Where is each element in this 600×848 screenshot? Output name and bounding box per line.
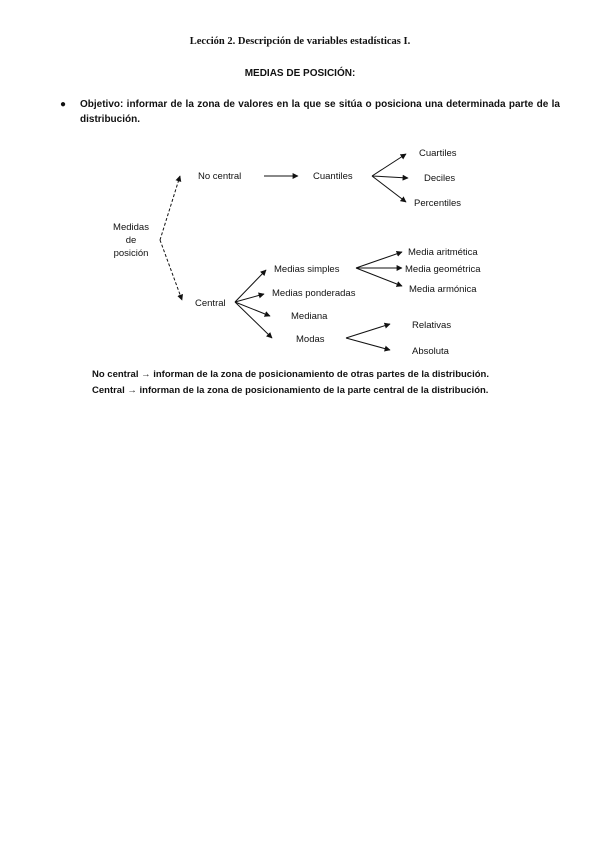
node-media-aritmetica: Media aritmética [408, 247, 478, 258]
arrow-to-mediana [235, 302, 270, 316]
node-no-central: No central [198, 171, 242, 182]
node-relativas: Relativas [412, 320, 452, 331]
node-cuantiles: Cuantiles [313, 171, 353, 182]
node-media-armonica: Media armónica [409, 284, 477, 295]
arrow-root-to-central [160, 240, 182, 300]
arrow-to-relativas [346, 324, 390, 338]
root-label-line3: posición [113, 248, 149, 259]
bullet-icon: ● [60, 99, 67, 110]
node-mediana: Mediana [291, 311, 328, 322]
section-heading: MEDIAS DE POSICIÓN: [244, 68, 356, 79]
arrow-root-to-no-central [160, 176, 180, 240]
arrow-to-percentiles [372, 176, 406, 202]
node-media-geometrica: Media geométrica [405, 264, 481, 275]
objective-text: Objetivo: informar de la zona de valores en la que se sitúa o posiciona una determinada parte de la distribución. [80, 99, 560, 125]
arrow-to-cuartiles [372, 154, 406, 176]
arrow-to-medias-simples [235, 270, 266, 302]
node-deciles: Deciles [424, 173, 456, 184]
node-central: Central [195, 298, 226, 309]
arrow-to-media-aritmetica [356, 252, 402, 268]
node-medias-simples: Medias simples [274, 264, 340, 275]
root-label-line1: Medidas [113, 222, 149, 233]
node-cuartiles: Cuartiles [419, 148, 457, 159]
page-title: Lección 2. Descripción de variables estadísticas I. [189, 36, 411, 47]
node-medias-ponderadas: Medias ponderadas [272, 288, 356, 299]
root-label-line2: de [125, 235, 137, 246]
node-modas: Modas [296, 334, 325, 345]
arrow-to-absoluta [346, 338, 390, 350]
note-central: Central → informan de la zona de posicionamiento de la parte central de la distribución. [92, 385, 489, 396]
arrow-to-deciles [372, 176, 408, 178]
node-percentiles: Percentiles [414, 198, 461, 209]
note-no-central: No central → informan de la zona de posicionamiento de otras partes de la distribución. [92, 369, 489, 380]
arrow-to-media-armonica [356, 268, 402, 286]
arrow-to-modas [235, 302, 272, 338]
node-absoluta: Absoluta [412, 346, 449, 357]
notes-block [92, 367, 489, 399]
